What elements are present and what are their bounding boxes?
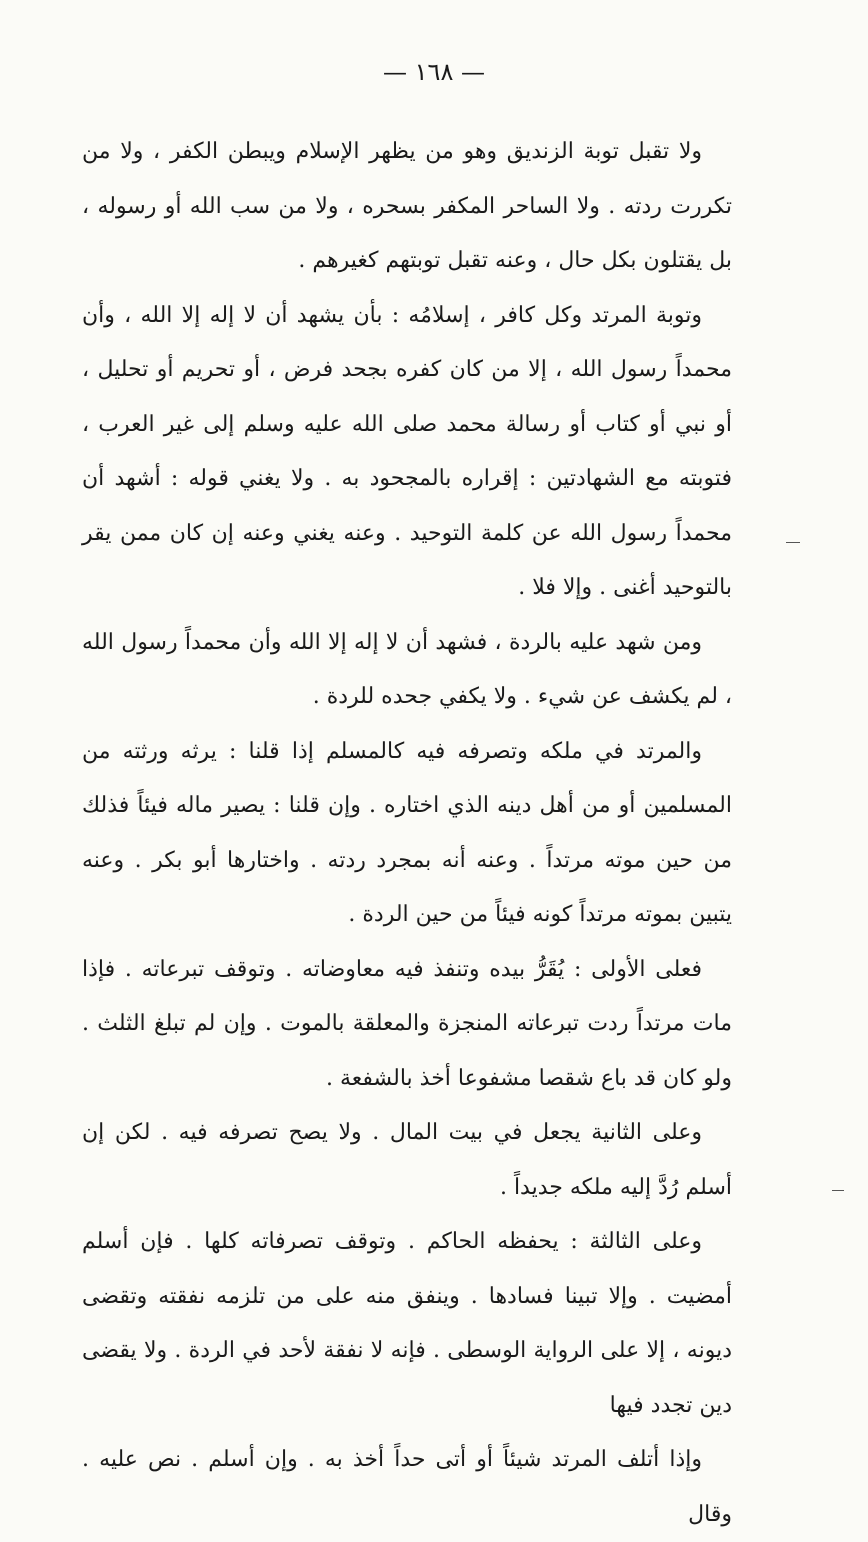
paragraph: وعلى الثالثة : يحفظه الحاكم . وتوقف تصرفاته كلها . فإن أسلم أمضيت . وإلا تبينا فسادها . وينفق منه على من تلزمه نفقته وتقضى ديونه ، إلا على الرواية الوسطى . فإنه لا نفقة لأحد في الردة . ولا يقضى دين تجدد فيها [82,1229,732,1418]
paragraph: ولا تقبل توبة الزنديق وهو من يظهر الإسلام ويبطن الكفر ، ولا من تكررت ردته . ولا الساحر المكفر بسحره ، ولا من سب الله أو رسوله ، بل يقتلون بكل حال ، وعنه تقبل توبتهم كغيرهم . [82,139,732,273]
paragraph: فعلى الأولى : يُقَرُّ بيده وتنفذ فيه معاوضاته . وتوقف تبرعاته . فإذا مات مرتداً ردت تبرعاته المنجزة والمعلقة بالموت . وإن لم تبلغ الثلث . ولو كان قد باع شقصا مشفوعا أخذ بالشفعة . [82,956,732,1091]
paragraph: وإذا أتلف المرتد شيئاً أو أتى حداً أخذ به . وإن أسلم . نص عليه . وقال [82,1447,732,1527]
paragraph: والمرتد في ملكه وتصرفه فيه كالمسلم إذا قلنا : يرثه ورثته من المسلمين أو من أهل دينه الذي اختاره . وإن قلنا : يصير ماله فيئاً فذلك من حين موته مرتداً . وعنه أنه بمجرد ردته . واختارها أبو بكر . وعنه يتبين بموته مرتداً كونه فيئاً من حين الردة . [82,738,732,927]
paragraph: ومن شهد عليه بالردة ، فشهد أن لا إله إلا الله وأن محمداً رسول الله ، لم يكشف عن شيء . ولا يكفي جحده للردة . [82,629,732,709]
body-text [82,125,732,1542]
scan-mark [832,1190,844,1191]
scan-mark [786,542,800,543]
paragraph: وتوبة المرتد وكل كافر ، إسلامُه : بأن يشهد أن لا إله إلا الله ، وأن محمداً رسول الله ، إلا من كان كفره بجحد فرض ، أو تحريم أو تحليل ، أو نبي أو كتاب أو رسالة محمد صلى الله عليه وسلم إلى غير العرب ، فتوبته مع الشهادتين : إقراره بالمجحود به . ولا يغني قوله : أشهد أن محمداً رسول الله عن كلمة التوحيد . وعنه يغني وعنه إن كان ممن يقر بالتوحيد أغنى . وإلا فلا . [82,302,732,600]
paragraph: وعلى الثانية يجعل في بيت المال . ولا يصح تصرفه فيه . لكن إن أسلم رُدَّ إليه ملكه جديداً . [82,1120,732,1200]
page-number: — ١٦٨ — [383,58,485,86]
